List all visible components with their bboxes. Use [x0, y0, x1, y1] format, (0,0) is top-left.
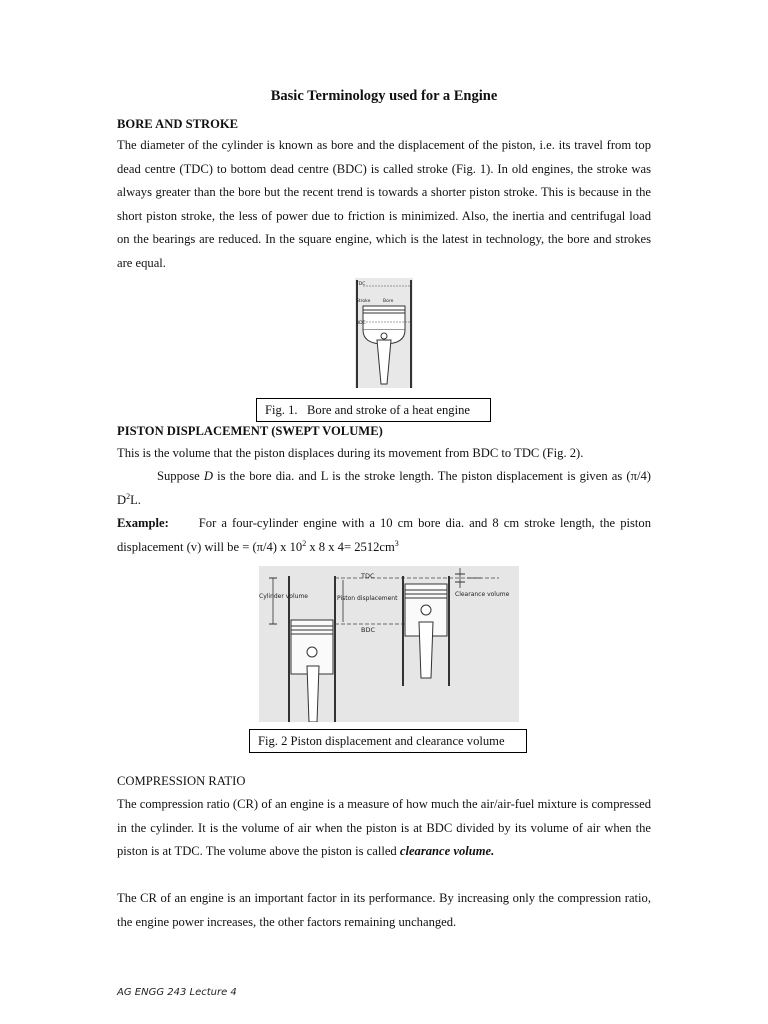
fig1-label-tdc: TDC [356, 282, 366, 287]
paragraph-displacement-formula: Suppose D is the bore dia. and L is the stroke length. The piston displacement is given as (π/4) $D^2L$. [117, 469, 651, 507]
figure-1-bore-stroke-diagram [355, 278, 413, 388]
fig1-label-bore: Bore [383, 299, 394, 304]
paragraph-bore-and-stroke: The diameter of the cylinder is known as bore and the displacement of the piston, i.e. its travel from top dead centre (TDC) to bottom dead centre (BDC) is called stroke (Fig. 1). In old engines, the stroke was always greater than the bore but the recent trend is towards a shorter piston stroke. This is because in the short piston stroke, the less of power due to friction is minimized. Also, the inertia and centrifugal load on the bearings are reduced. In the square engine, which is the latest in technology, the bore and strokes are equal. [117, 138, 651, 270]
paragraph-cr-importance: The CR of an engine is an important factor in its performance. By increasing only the compression ratio, the engine power increases, the other factors remaining unchanged. [117, 891, 651, 929]
figure-1-caption-number: Fig. 1. [265, 403, 298, 417]
term-clearance-volume: clearance volume. [399, 844, 495, 859]
heading-bore-and-stroke: BORE AND STROKE [117, 117, 239, 131]
heading-compression-ratio: COMPRESSION RATIO [117, 774, 246, 788]
fig1-label-stroke: Stroke [356, 299, 371, 304]
figure-2-piston-displacement-diagram [259, 566, 519, 722]
fig2-label-clearance-volume: Clearance volume [455, 591, 510, 598]
example-label: Example: [117, 516, 169, 530]
figure-1-caption [256, 398, 491, 422]
fig2-label-tdc: TDC [361, 572, 375, 580]
figure-1-caption-text: Bore and stroke of a heat engine [307, 403, 470, 417]
paragraph-compression-ratio: The compression ratio (CR) of an engine is a measure of how much the air/air-fuel mixture is compressed in the cylinder. It is the volume of air when the piston is at BDC divided by its volume of air when the piston is at TDC. The volume above the piston is called clearance volume. [117, 797, 651, 859]
fig1-label-bdc: BDC [356, 321, 366, 326]
page-footer: AG ENGG 243 Lecture 4 [117, 987, 237, 998]
paragraph-piston-displacement: This is the volume that the piston displaces during its movement from BDC to TDC (Fig. 2). [117, 446, 584, 460]
heading-piston-displacement: PISTON DISPLACEMENT (SWEPT VOLUME) [117, 424, 383, 438]
fig2-label-cylinder-volume: Cylinder volume [259, 593, 308, 600]
fig2-label-piston-displacement: Piston displacement [337, 595, 398, 602]
page-title: Basic Terminology used for a Engine [270, 88, 498, 104]
fig2-label-bdc: BDC [361, 626, 376, 634]
paragraph-example: Example: For a four-cylinder engine with a 10 cm bore dia. and 8 cm stroke length, the piston displacement (v) will be = (π/4) x $10^2$ x 8 x $4= 2512cm^3$ [117, 516, 651, 554]
figure-2-caption: Fig. 2 Piston displacement and clearance volume [249, 729, 527, 753]
